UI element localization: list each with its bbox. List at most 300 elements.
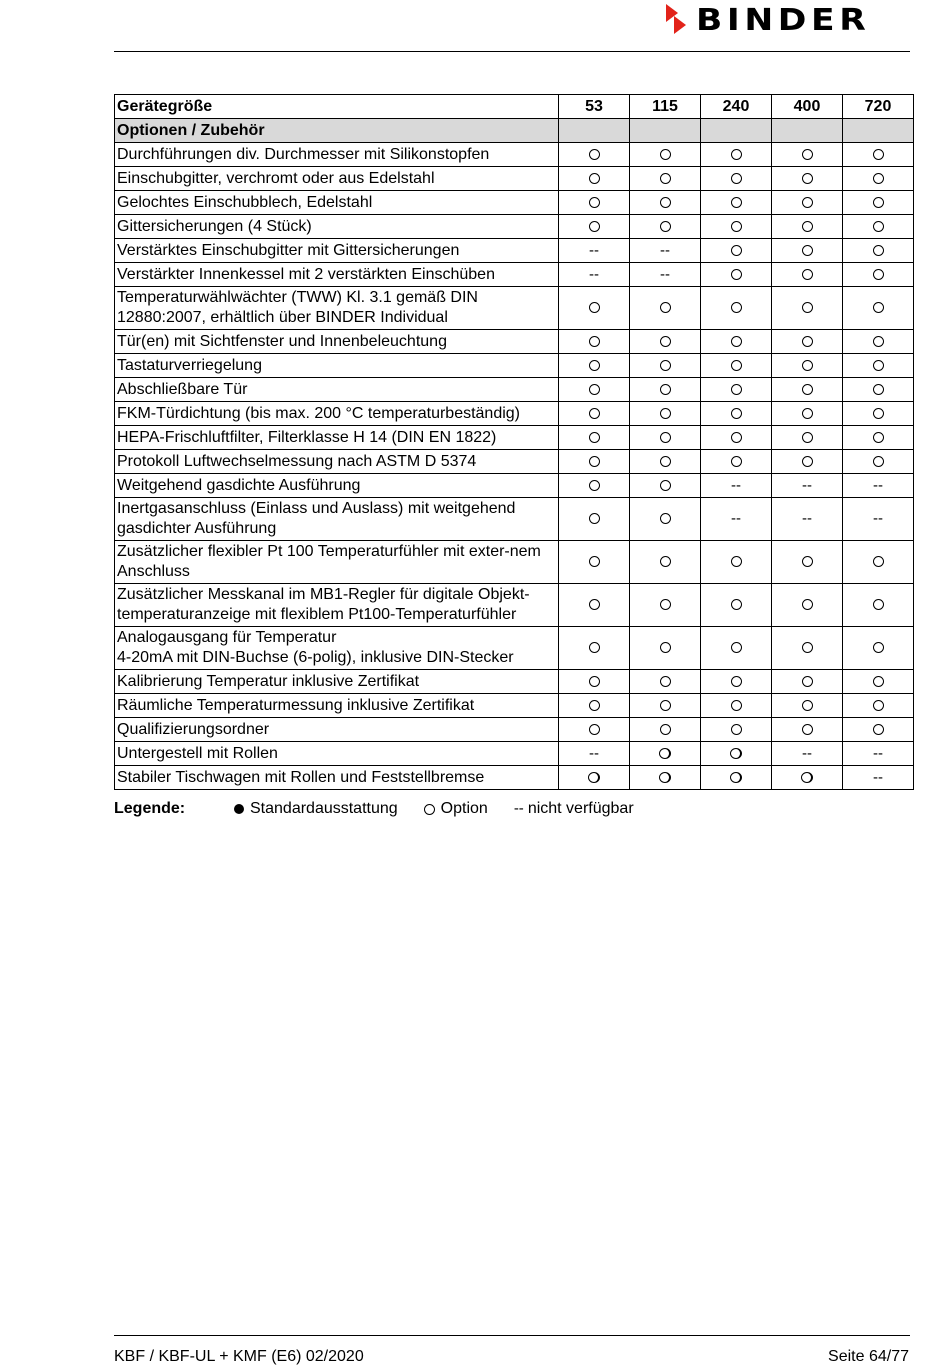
table-row xyxy=(115,287,914,330)
option-value-size-53 xyxy=(559,167,630,191)
open-circle-icon xyxy=(589,642,600,653)
open-circle-icon xyxy=(731,432,742,443)
not-available-mark: -- xyxy=(660,241,670,259)
header-size-400: 400 xyxy=(772,95,843,119)
open-circle-icon xyxy=(731,336,742,347)
open-circle-icon xyxy=(873,173,884,184)
open-circle-icon xyxy=(731,302,742,313)
open-circle-icon xyxy=(873,221,884,232)
open-circle-icon xyxy=(873,456,884,467)
option-label: Durchführungen div. Durchmesser mit Silikonstopfen xyxy=(115,143,559,167)
open-circle-icon xyxy=(589,556,600,567)
option-value-size-720 xyxy=(843,263,914,287)
header-size-115: 115 xyxy=(630,95,701,119)
not-available-mark: -- xyxy=(873,744,883,762)
option-value-size-400 xyxy=(772,694,843,718)
legend-na-symbol: -- xyxy=(513,800,524,817)
table-row xyxy=(115,627,914,670)
option-value-size-400 xyxy=(772,402,843,426)
table-row xyxy=(115,143,914,167)
option-value-size-720 xyxy=(843,167,914,191)
open-circle-icon xyxy=(659,748,671,759)
table-row xyxy=(115,718,914,742)
open-circle-icon xyxy=(660,173,671,184)
option-value-size-720 xyxy=(843,215,914,239)
not-available-mark: -- xyxy=(731,476,741,494)
not-available-mark: -- xyxy=(589,744,599,762)
open-circle-icon xyxy=(589,302,600,313)
open-circle-icon xyxy=(589,513,600,524)
open-circle-icon xyxy=(589,173,600,184)
option-value-size-240 xyxy=(701,263,772,287)
table-row xyxy=(115,426,914,450)
option-value-size-400 xyxy=(772,670,843,694)
open-circle-icon xyxy=(731,197,742,208)
table-header-row xyxy=(115,95,914,119)
open-circle-icon xyxy=(873,432,884,443)
option-value-size-400 xyxy=(772,215,843,239)
open-circle-icon xyxy=(589,676,600,687)
option-value-size-115 xyxy=(630,354,701,378)
header-device-size: Gerätegröße xyxy=(115,95,559,119)
option-value-size-720 xyxy=(843,742,914,766)
option-value-size-53 xyxy=(559,474,630,498)
open-circle-icon xyxy=(873,245,884,256)
open-circle-icon xyxy=(424,804,435,815)
open-circle-icon xyxy=(660,480,671,491)
option-value-size-720 xyxy=(843,498,914,541)
option-label: Inertgasanschluss (Einlass und Auslass) mit weitgehend gasdichter Ausführung xyxy=(115,498,559,541)
legend-standard xyxy=(234,799,398,819)
option-value-size-720 xyxy=(843,584,914,627)
legend-na-label: nicht verfügbar xyxy=(527,800,634,817)
open-circle-icon xyxy=(873,360,884,371)
option-value-size-53 xyxy=(559,191,630,215)
option-value-size-400 xyxy=(772,191,843,215)
open-circle-icon xyxy=(802,269,813,280)
option-label: Verstärktes Einschubgitter mit Gittersicherungen xyxy=(115,239,559,263)
option-label: Weitgehend gasdichte Ausführung xyxy=(115,474,559,498)
open-circle-icon xyxy=(873,302,884,313)
open-circle-icon xyxy=(802,173,813,184)
option-label: FKM-Türdichtung (bis max. 200 °C temperaturbeständig) xyxy=(115,402,559,426)
open-circle-icon xyxy=(802,149,813,160)
option-value-size-53 xyxy=(559,498,630,541)
option-value-size-115 xyxy=(630,263,701,287)
option-label: Stabiler Tischwagen mit Rollen und Feststellbremse xyxy=(115,766,559,790)
open-circle-icon xyxy=(731,599,742,610)
option-value-size-720 xyxy=(843,354,914,378)
open-circle-icon xyxy=(660,642,671,653)
open-circle-icon xyxy=(660,724,671,735)
footer-page-number: Seite 64/77 xyxy=(828,1348,909,1365)
option-value-size-240 xyxy=(701,541,772,584)
not-available-mark: -- xyxy=(802,744,812,762)
option-value-size-400 xyxy=(772,263,843,287)
brand-name: BINDER xyxy=(696,2,871,38)
option-value-size-720 xyxy=(843,143,914,167)
open-circle-icon xyxy=(589,432,600,443)
option-value-size-53 xyxy=(559,718,630,742)
header-size-720: 720 xyxy=(843,95,914,119)
not-available-mark: -- xyxy=(873,476,883,494)
open-circle-icon xyxy=(802,456,813,467)
option-label: Kalibrierung Temperatur inklusive Zertifikat xyxy=(115,670,559,694)
open-circle-icon xyxy=(589,221,600,232)
option-value-size-115 xyxy=(630,191,701,215)
not-available-mark: -- xyxy=(731,510,741,527)
open-circle-icon xyxy=(730,772,742,783)
open-circle-icon xyxy=(659,772,671,783)
option-value-size-240 xyxy=(701,742,772,766)
option-value-size-53 xyxy=(559,330,630,354)
open-circle-icon xyxy=(660,599,671,610)
option-value-size-400 xyxy=(772,718,843,742)
option-label: Qualifizierungsordner xyxy=(115,718,559,742)
option-value-size-53 xyxy=(559,766,630,790)
legend-na xyxy=(514,799,634,819)
option-label: HEPA-Frischluftfilter, Filterklasse H 14 (DIN EN 1822) xyxy=(115,426,559,450)
option-value-size-400 xyxy=(772,167,843,191)
table-row xyxy=(115,766,914,790)
option-label: Einschubgitter, verchromt oder aus Edelstahl xyxy=(115,167,559,191)
open-circle-icon xyxy=(873,384,884,395)
open-circle-icon xyxy=(730,748,742,759)
option-value-size-720 xyxy=(843,191,914,215)
open-circle-icon xyxy=(873,269,884,280)
open-circle-icon xyxy=(660,336,671,347)
option-value-size-115 xyxy=(630,694,701,718)
option-value-size-240 xyxy=(701,426,772,450)
option-value-size-720 xyxy=(843,378,914,402)
not-available-mark: -- xyxy=(802,476,812,494)
option-value-size-115 xyxy=(630,215,701,239)
open-circle-icon xyxy=(802,700,813,711)
option-label: Abschließbare Tür xyxy=(115,378,559,402)
open-circle-icon xyxy=(589,149,600,160)
option-label: Tastaturverriegelung xyxy=(115,354,559,378)
option-value-size-240 xyxy=(701,402,772,426)
legend xyxy=(114,799,660,819)
option-value-size-400 xyxy=(772,354,843,378)
option-label: Zusätzlicher flexibler Pt 100 Temperaturfühler mit exter-nem Anschluss xyxy=(115,541,559,584)
option-label: Temperaturwählwächter (TWW) Kl. 3.1 gemäß DIN 12880:2007, erhältlich über BINDER Individual xyxy=(115,287,559,330)
open-circle-icon xyxy=(660,700,671,711)
option-value-size-115 xyxy=(630,541,701,584)
option-value-size-240 xyxy=(701,378,772,402)
option-value-size-240 xyxy=(701,191,772,215)
footer-document-id: KBF / KBF-UL + KMF (E6) 02/2020 xyxy=(114,1348,364,1365)
option-value-size-720 xyxy=(843,541,914,584)
option-value-size-240 xyxy=(701,167,772,191)
option-value-size-240 xyxy=(701,670,772,694)
option-label: Räumliche Temperaturmessung inklusive Zertifikat xyxy=(115,694,559,718)
option-value-size-400 xyxy=(772,239,843,263)
open-circle-icon xyxy=(731,700,742,711)
section-row xyxy=(115,119,914,143)
not-available-mark: -- xyxy=(873,510,883,527)
open-circle-icon xyxy=(873,642,884,653)
option-value-size-400 xyxy=(772,450,843,474)
open-circle-icon xyxy=(802,245,813,256)
table-row xyxy=(115,670,914,694)
option-value-size-240 xyxy=(701,330,772,354)
option-value-size-240 xyxy=(701,766,772,790)
option-value-size-115 xyxy=(630,584,701,627)
option-value-size-240 xyxy=(701,143,772,167)
open-circle-icon xyxy=(802,724,813,735)
option-value-size-115 xyxy=(630,670,701,694)
option-value-size-720 xyxy=(843,426,914,450)
table-row xyxy=(115,584,914,627)
open-circle-icon xyxy=(802,197,813,208)
open-circle-icon xyxy=(802,360,813,371)
option-label: Tür(en) mit Sichtfenster und Innenbeleuchtung xyxy=(115,330,559,354)
option-value-size-720 xyxy=(843,330,914,354)
option-value-size-53 xyxy=(559,378,630,402)
binder-logo-icon xyxy=(664,4,688,36)
open-circle-icon xyxy=(660,221,671,232)
option-value-size-240 xyxy=(701,498,772,541)
option-value-size-400 xyxy=(772,287,843,330)
legend-option-label: Option xyxy=(440,800,488,817)
option-value-size-240 xyxy=(701,450,772,474)
open-circle-icon xyxy=(731,408,742,419)
open-circle-icon xyxy=(660,384,671,395)
option-value-size-115 xyxy=(630,287,701,330)
option-value-size-400 xyxy=(772,766,843,790)
table-row xyxy=(115,541,914,584)
option-value-size-115 xyxy=(630,378,701,402)
table-row xyxy=(115,498,914,541)
option-value-size-240 xyxy=(701,287,772,330)
open-circle-icon xyxy=(660,513,671,524)
open-circle-icon xyxy=(660,197,671,208)
open-circle-icon xyxy=(731,556,742,567)
option-value-size-53 xyxy=(559,627,630,670)
option-value-size-720 xyxy=(843,450,914,474)
open-circle-icon xyxy=(802,384,813,395)
option-value-size-720 xyxy=(843,718,914,742)
open-circle-icon xyxy=(589,599,600,610)
option-value-size-53 xyxy=(559,239,630,263)
legend-standard-label: Standardausstattung xyxy=(250,800,398,817)
table-row xyxy=(115,742,914,766)
option-value-size-240 xyxy=(701,627,772,670)
open-circle-icon xyxy=(731,173,742,184)
open-circle-icon xyxy=(802,302,813,313)
option-value-size-53 xyxy=(559,215,630,239)
open-circle-icon xyxy=(660,302,671,313)
option-value-size-115 xyxy=(630,498,701,541)
option-value-size-53 xyxy=(559,450,630,474)
header-divider xyxy=(114,51,910,52)
option-value-size-400 xyxy=(772,378,843,402)
open-circle-icon xyxy=(660,456,671,467)
open-circle-icon xyxy=(802,556,813,567)
option-value-size-53 xyxy=(559,584,630,627)
open-circle-icon xyxy=(873,408,884,419)
not-available-mark: -- xyxy=(660,265,670,283)
open-circle-icon xyxy=(660,676,671,687)
open-circle-icon xyxy=(873,197,884,208)
section-label: Optionen / Zubehör xyxy=(115,119,559,143)
open-circle-icon xyxy=(589,384,600,395)
table-row xyxy=(115,263,914,287)
table-row xyxy=(115,450,914,474)
open-circle-icon xyxy=(589,480,600,491)
open-circle-icon xyxy=(731,724,742,735)
option-value-size-53 xyxy=(559,143,630,167)
open-circle-icon xyxy=(731,149,742,160)
table-row xyxy=(115,191,914,215)
table-row xyxy=(115,215,914,239)
not-available-mark: -- xyxy=(802,510,812,527)
table-row xyxy=(115,378,914,402)
open-circle-icon xyxy=(873,724,884,735)
option-value-size-240 xyxy=(701,354,772,378)
open-circle-icon xyxy=(873,700,884,711)
open-circle-icon xyxy=(660,360,671,371)
header-size-240: 240 xyxy=(701,95,772,119)
open-circle-icon xyxy=(731,676,742,687)
option-value-size-240 xyxy=(701,718,772,742)
options-table xyxy=(114,94,914,790)
open-circle-icon xyxy=(589,197,600,208)
option-value-size-720 xyxy=(843,402,914,426)
open-circle-icon xyxy=(802,221,813,232)
table-row xyxy=(115,354,914,378)
option-value-size-115 xyxy=(630,718,701,742)
option-label: Untergestell mit Rollen xyxy=(115,742,559,766)
open-circle-icon xyxy=(589,456,600,467)
table-row xyxy=(115,239,914,263)
option-value-size-115 xyxy=(630,239,701,263)
open-circle-icon xyxy=(660,408,671,419)
option-value-size-115 xyxy=(630,143,701,167)
option-value-size-400 xyxy=(772,541,843,584)
option-value-size-53 xyxy=(559,402,630,426)
option-value-size-115 xyxy=(630,426,701,450)
open-circle-icon xyxy=(731,269,742,280)
option-value-size-53 xyxy=(559,541,630,584)
open-circle-icon xyxy=(802,432,813,443)
option-value-size-240 xyxy=(701,584,772,627)
open-circle-icon xyxy=(589,724,600,735)
table-row xyxy=(115,402,914,426)
option-value-size-115 xyxy=(630,474,701,498)
table-row xyxy=(115,167,914,191)
open-circle-icon xyxy=(802,336,813,347)
option-value-size-53 xyxy=(559,742,630,766)
filled-circle-icon xyxy=(234,804,244,814)
open-circle-icon xyxy=(873,556,884,567)
option-value-size-115 xyxy=(630,627,701,670)
open-circle-icon xyxy=(589,336,600,347)
open-circle-icon xyxy=(731,360,742,371)
option-value-size-240 xyxy=(701,694,772,718)
open-circle-icon xyxy=(731,384,742,395)
open-circle-icon xyxy=(873,336,884,347)
option-value-size-115 xyxy=(630,766,701,790)
option-value-size-720 xyxy=(843,287,914,330)
option-value-size-400 xyxy=(772,742,843,766)
not-available-mark: -- xyxy=(589,241,599,259)
open-circle-icon xyxy=(802,599,813,610)
header-size-53: 53 xyxy=(559,95,630,119)
option-value-size-53 xyxy=(559,694,630,718)
table-row xyxy=(115,474,914,498)
footer-divider xyxy=(114,1335,910,1336)
option-value-size-53 xyxy=(559,263,630,287)
option-value-size-400 xyxy=(772,627,843,670)
legend-option xyxy=(424,799,488,819)
not-available-mark: -- xyxy=(873,768,883,786)
option-value-size-115 xyxy=(630,167,701,191)
open-circle-icon xyxy=(589,408,600,419)
option-value-size-720 xyxy=(843,474,914,498)
option-value-size-720 xyxy=(843,627,914,670)
option-value-size-53 xyxy=(559,354,630,378)
option-value-size-400 xyxy=(772,426,843,450)
open-circle-icon xyxy=(731,642,742,653)
open-circle-icon xyxy=(873,599,884,610)
open-circle-icon xyxy=(802,642,813,653)
open-circle-icon xyxy=(802,408,813,419)
not-available-mark: -- xyxy=(589,265,599,283)
option-value-size-720 xyxy=(843,670,914,694)
option-label: Gittersicherungen (4 Stück) xyxy=(115,215,559,239)
option-label: Analogausgang für Temperatur 4-20mA mit DIN-Buchse (6-polig), inklusive DIN-Stecker xyxy=(115,627,559,670)
open-circle-icon xyxy=(801,772,813,783)
option-label: Gelochtes Einschubblech, Edelstahl xyxy=(115,191,559,215)
option-value-size-720 xyxy=(843,239,914,263)
open-circle-icon xyxy=(731,245,742,256)
option-value-size-720 xyxy=(843,766,914,790)
option-value-size-400 xyxy=(772,584,843,627)
table-row xyxy=(115,330,914,354)
open-circle-icon xyxy=(660,556,671,567)
option-label: Verstärkter Innenkessel mit 2 verstärkten Einschüben xyxy=(115,263,559,287)
table-row xyxy=(115,694,914,718)
option-value-size-240 xyxy=(701,239,772,263)
option-value-size-720 xyxy=(843,694,914,718)
legend-title: Legende: xyxy=(114,800,186,817)
open-circle-icon xyxy=(660,432,671,443)
open-circle-icon xyxy=(873,149,884,160)
binder-logo xyxy=(664,2,910,38)
option-value-size-115 xyxy=(630,450,701,474)
option-label: Zusätzlicher Messkanal im MB1-Regler für digitale Objekt-temperaturanzeige mit flexiblem Pt100-Temperaturfühler xyxy=(115,584,559,627)
option-value-size-53 xyxy=(559,426,630,450)
option-value-size-115 xyxy=(630,742,701,766)
open-circle-icon xyxy=(589,360,600,371)
open-circle-icon xyxy=(660,149,671,160)
open-circle-icon xyxy=(589,700,600,711)
open-circle-icon xyxy=(873,676,884,687)
open-circle-icon xyxy=(731,221,742,232)
option-value-size-400 xyxy=(772,143,843,167)
option-value-size-400 xyxy=(772,498,843,541)
option-value-size-240 xyxy=(701,215,772,239)
option-value-size-53 xyxy=(559,670,630,694)
open-circle-icon xyxy=(802,676,813,687)
option-value-size-400 xyxy=(772,330,843,354)
option-label: Protokoll Luftwechselmessung nach ASTM D 5374 xyxy=(115,450,559,474)
option-value-size-115 xyxy=(630,330,701,354)
option-value-size-115 xyxy=(630,402,701,426)
option-value-size-400 xyxy=(772,474,843,498)
